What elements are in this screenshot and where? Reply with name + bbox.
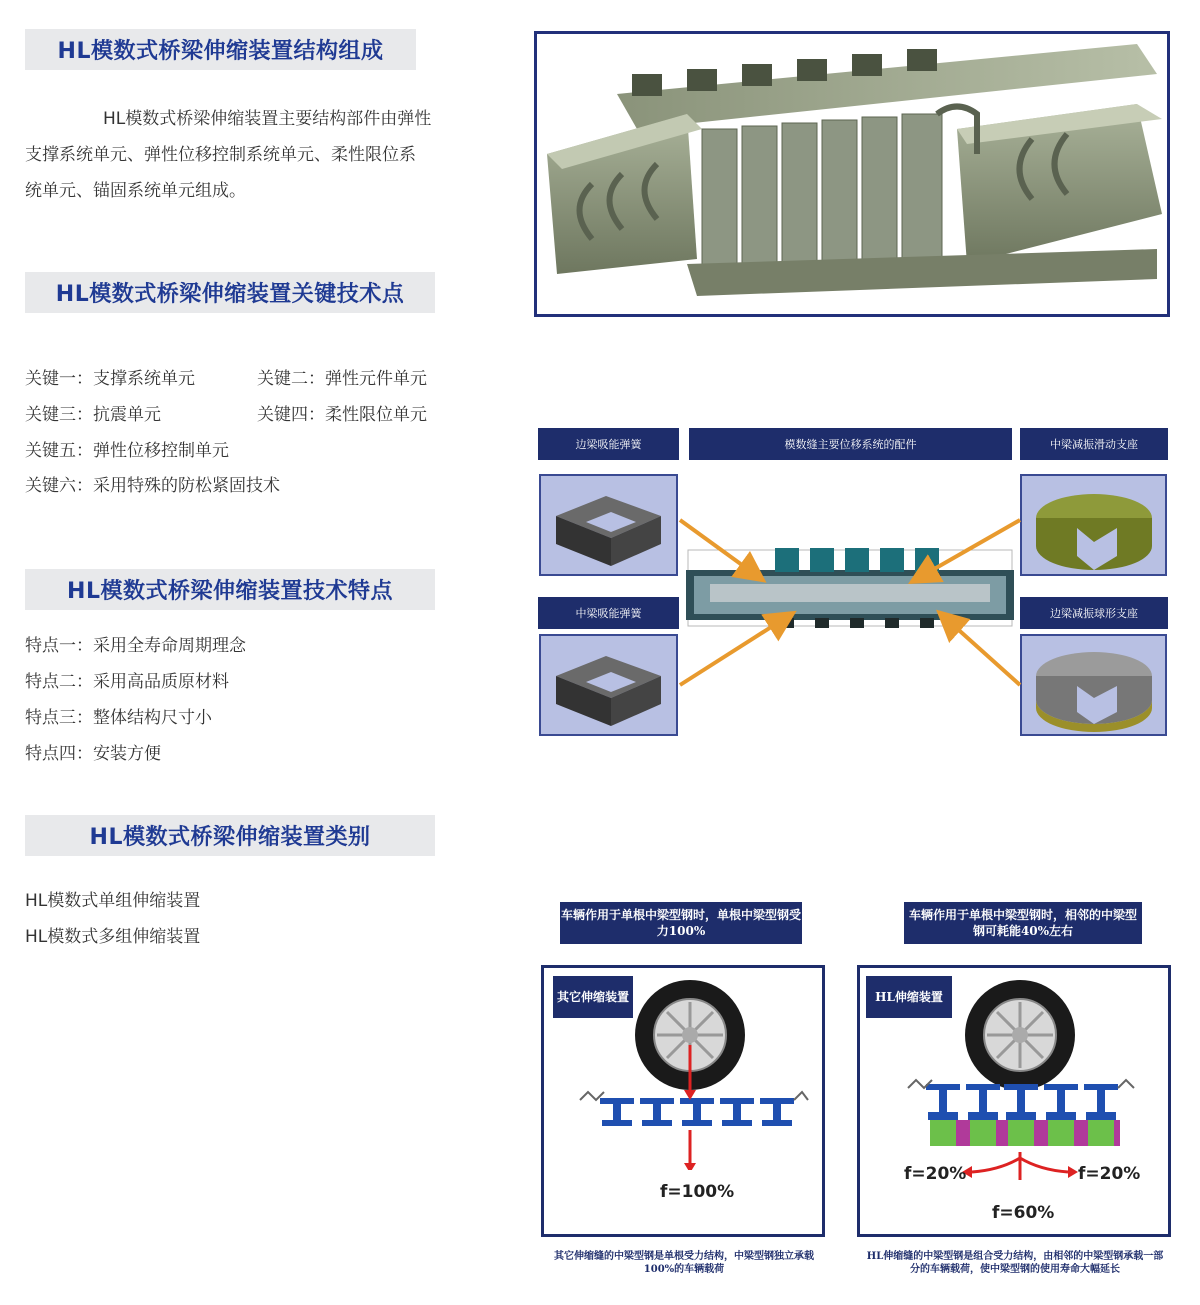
feature-1: 特点一：采用全寿命周期理念 <box>25 636 246 656</box>
category-2: HL模数式多组伸缩装置 <box>25 927 201 947</box>
label-edge-spherical-bearing: 边梁减振球形支座 <box>1020 597 1168 629</box>
desc-line-1: HL模数式桥梁伸缩装置主要结构部件由弹性 <box>103 109 432 129</box>
key-point-6: 关键六：采用特殊的防松紧固技术 <box>25 476 280 496</box>
part-edge-spring-image <box>539 474 678 576</box>
key-point-3: 关键三：抗震单元 <box>25 405 161 425</box>
feature-3: 特点三：整体结构尺寸小 <box>25 708 212 728</box>
wheel-single-beam-graphic <box>560 980 810 1170</box>
category-1: HL模数式单组伸缩装置 <box>25 891 201 911</box>
key-point-1: 关键一：支撑系统单元 <box>25 369 195 389</box>
section-title-features: HL模数式桥梁伸缩装置技术特点 <box>25 569 435 610</box>
caption-other-joint: 车辆作用于单根中梁型钢时，单根中梁型钢受力100% <box>560 902 802 944</box>
force-left-100: f=100% <box>660 1182 735 1202</box>
key-point-5: 关键五：弹性位移控制单元 <box>25 441 229 461</box>
section-title-key-tech: HL模数式桥梁伸缩装置关键技术点 <box>25 272 435 313</box>
expansion-joint-photo <box>534 31 1170 317</box>
label-edge-beam-spring: 边梁吸能弹簧 <box>538 428 679 460</box>
key-point-2: 关键二：弹性元件单元 <box>257 369 427 389</box>
part-spherical-bearing-image <box>1020 634 1167 736</box>
label-main-displacement-parts: 模数缝主要位移系统的配件 <box>689 428 1012 460</box>
force-right-center-60: f=60% <box>992 1203 1055 1223</box>
part-sliding-bearing-image <box>1020 474 1167 576</box>
force-right-right-20: f=20% <box>1078 1164 1141 1184</box>
note-other-joint: 其它伸缩缝的中梁型钢是单根受力结构，中梁型钢独立承载100%的车辆载荷 <box>554 1251 814 1275</box>
feature-4: 特点四：安装方便 <box>25 744 161 764</box>
label-middle-beam-spring: 中梁吸能弹簧 <box>538 597 679 629</box>
tag-other-joint: 其它伸缩装置 <box>553 976 633 1018</box>
section-title-structure: HL模数式桥梁伸缩装置结构组成 <box>25 29 416 70</box>
caption-hl-joint: 车辆作用于单根中梁型钢时，相邻的中梁型钢可耗能40%左右 <box>904 902 1142 944</box>
desc-line-3: 统单元、锚固系统单元组成。 <box>25 181 246 201</box>
force-right-left-20: f=20% <box>904 1164 967 1184</box>
structure-description <box>25 101 485 209</box>
key-point-4: 关键四：柔性限位单元 <box>257 405 427 425</box>
feature-2: 特点二：采用高品质原材料 <box>25 672 229 692</box>
wheel-combined-beam-graphic <box>880 980 1160 1180</box>
desc-line-2: 支撑系统单元、弹性位移控制系统单元、柔性限位系 <box>25 145 416 165</box>
callout-arrows <box>670 500 1030 700</box>
part-middle-spring-image <box>539 634 678 736</box>
expansion-joint-render <box>537 34 1167 314</box>
note-hl-joint: HL伸缩缝的中梁型钢是组合受力结构，由相邻的中梁型钢承载一部分的车辆载荷，使中梁型钢的使用寿命大幅延长 <box>866 1251 1164 1275</box>
section-title-categories: HL模数式桥梁伸缩装置类别 <box>25 815 435 856</box>
label-middle-beam-sliding-bearing: 中梁减振滑动支座 <box>1020 428 1168 460</box>
tag-hl-joint: HL伸缩装置 <box>866 976 952 1018</box>
